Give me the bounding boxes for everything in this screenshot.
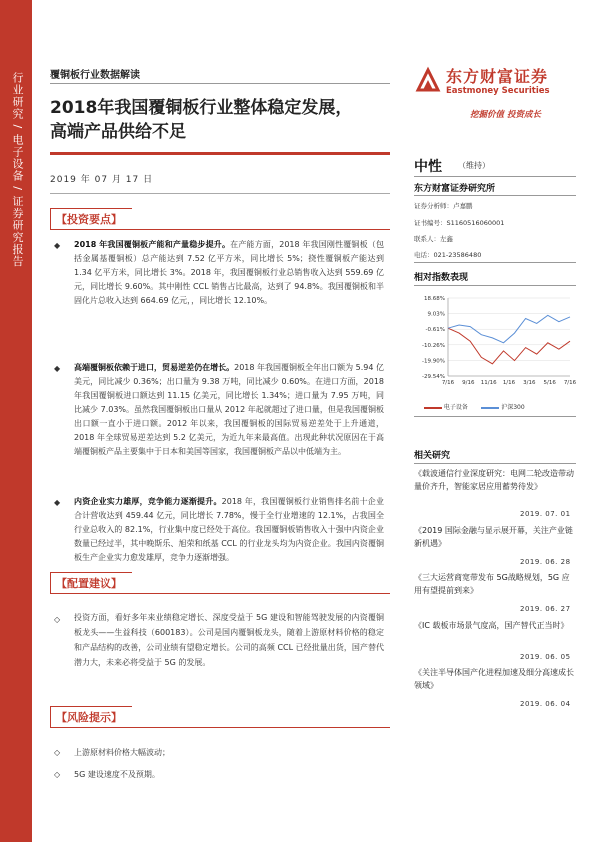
section-underline — [132, 229, 390, 230]
contact-person: 联系人：左鑫 — [414, 235, 453, 243]
point-capacity-lead: 2018 年我国覆铜板产能和产量稳步提升。 — [74, 240, 231, 249]
bullet-diamond-open-icon: ◇ — [54, 748, 61, 757]
point-capacity — [74, 238, 384, 308]
relative-performance-chart — [414, 292, 576, 396]
chart-legend — [424, 402, 525, 411]
related-research-item[interactable]: 《三大运营商宽带发布 5G战略规划，5G 应用有望提前到来》 — [414, 573, 570, 595]
section-underline — [132, 593, 390, 594]
risk-item: 上游原材料价格大幅波动； — [74, 748, 170, 757]
analyst-name: 证券分析师：卢嘉鹏 — [414, 202, 473, 210]
x-tick-label: 11/16 — [480, 380, 497, 386]
bullet-diamond-icon: ◆ — [54, 241, 61, 250]
logo-slogan: 挖掘价值 投资成长 — [470, 110, 541, 120]
divider — [50, 193, 390, 194]
title-underline — [50, 152, 390, 155]
divider — [414, 176, 576, 177]
point-domestic-lead: 内资企业实力雄厚，竞争能力逐渐提升。 — [74, 497, 222, 506]
y-tick-label: 9.03% — [427, 311, 445, 318]
highlights-heading: 【投资要点】 — [56, 213, 122, 226]
related-research-date: 2019. 06. 05 — [520, 653, 571, 661]
related-research-item[interactable]: 《关注半导体国产化进程加速及细分高速成长领域》 — [414, 668, 574, 690]
title-line-1: 2018年我国覆铜板行业整体稳定发展， — [50, 98, 353, 118]
rating-sub: （维持） — [458, 161, 490, 170]
legend-swatch-hs300 — [481, 407, 499, 409]
divider — [414, 463, 576, 464]
related-research-date: 2019. 06. 04 — [520, 700, 571, 708]
risk-item: 5G 建设速度不及预期。 — [74, 770, 160, 779]
y-tick-label: -10.26% — [422, 342, 445, 349]
related-research-date: 2019. 06. 28 — [520, 558, 571, 566]
point-import — [74, 361, 384, 459]
y-tick-label: -29.54% — [422, 374, 445, 380]
institute-name: 东方财富证券研究所 — [414, 184, 496, 194]
related-research-item[interactable]: 《载波通信行业深度研究：电网二轮改造带动量价齐升，智能家居应用蓄势待发》 — [414, 469, 574, 491]
bullet-diamond-icon: ◆ — [54, 498, 61, 507]
x-tick-label: 5/16 — [543, 380, 556, 386]
point-domestic-body: 2018 年，我国覆铜板行业销售排名前十企业合计营收达到 459.44 亿元，同比增长 7.78%，慢于全行业增速的 12.1%，占我国全行业总收入的 82.1%，行业集中度已经处于高位。我国覆铜板销售收入十强中内资企业数量已经过半，其中晚斯乐、旭荣和纸基 CCL 的行业龙头均为内资企业。我国内资覆铜板生产企业实力愈发雄厚，竞争力逐渐增强。 — [74, 497, 385, 562]
y-tick-label: -19.90% — [422, 358, 445, 365]
legend-swatch-electronics — [424, 407, 442, 409]
eastmoney-logo-icon — [414, 66, 442, 94]
risk-section-header — [50, 706, 390, 728]
section-underline — [132, 727, 390, 728]
license-number: 证书编号：S1160516060001 — [414, 219, 505, 227]
performance-title: 相对指数表现 — [414, 273, 469, 283]
divider — [414, 416, 576, 417]
related-research-date: 2019. 07. 01 — [520, 510, 571, 518]
logo-name-cn: 东方财富证券 — [446, 67, 549, 86]
related-research-item[interactable]: 《IC 载板市场景气度高，国产替代正当时》 — [414, 621, 569, 630]
x-tick-label: 1/16 — [502, 380, 516, 386]
rating-label: 中性 — [414, 159, 442, 175]
legend-electronics: 电子设备 — [443, 404, 468, 411]
x-tick-label: 7/16 — [563, 380, 576, 386]
divider — [414, 262, 576, 263]
risk-heading: 【风险提示】 — [56, 711, 122, 724]
bullet-diamond-open-icon: ◇ — [54, 770, 61, 779]
related-research-date: 2019. 06. 27 — [520, 605, 571, 613]
point-import-body: 2018 年我国覆铜板全年出口额为 5.94 亿美元，同比减少 0.36%；出口量为 9.38 万吨，同比减少 0.60%。在进口方面，2018 年我国覆铜板进口额达到 11.15 亿美元，同比增长 1.34%；进口量为 7.95 万吨，同比减少 7.03%。虽然我国覆铜板出口量从 2012 年起就超过了进口量，但是我国覆铜板出口额一直小于进口额。2012 年以来，我国覆铜板的国际贸易逆差处于上升通道，2018 年全球贸易逆差达到 5.2 亿美元，为近九年来最高值。出现此种状况原因在于高端覆铜板产品主要集中于日本和美国等国家，我国覆铜板产品以中低端为主。 — [74, 363, 384, 456]
page-title — [50, 96, 390, 144]
bullet-diamond-open-icon: ◇ — [54, 615, 61, 624]
divider — [50, 83, 390, 84]
related-research-item[interactable]: 《2019 国际金融与显示展开幕，关注产业链新机遇》 — [414, 526, 573, 548]
y-tick-label: 18.68% — [424, 296, 445, 302]
series-line-electronics — [448, 328, 570, 364]
report-date: 2019 年 07 月 17 日 — [50, 175, 154, 185]
related-research-title: 相关研究 — [414, 451, 451, 461]
advice-heading: 【配置建议】 — [56, 577, 122, 590]
phone-number: 电话：021-23586480 — [414, 251, 482, 259]
advice-section-header — [50, 572, 390, 594]
side-category-label: 行业研究 / 电子设备 / 证券研究报告 — [11, 72, 24, 268]
x-tick-label: 7/16 — [441, 380, 455, 386]
bullet-diamond-icon: ◆ — [54, 364, 61, 373]
highlights-section-header — [50, 208, 390, 230]
logo-name-en: Eastmoney Securities — [446, 86, 550, 96]
title-line-2: 高端产品供给不足 — [50, 122, 186, 142]
y-tick-label: -0.61% — [425, 327, 445, 334]
point-import-lead: 高端覆铜板依赖于进口，贸易逆差仍在增长。 — [74, 363, 235, 372]
point-domestic — [74, 495, 384, 565]
x-tick-label: 9/16 — [462, 380, 475, 386]
divider — [414, 285, 576, 286]
x-tick-label: 3/16 — [523, 380, 536, 386]
legend-hs300: 沪深300 — [501, 404, 525, 411]
advice-text: 投资方面，看好多年来业绩稳定增长、深度受益于 5G 建设和智能驾驶发展的内资覆铜板龙头——生益科技（600183）。公司是国内覆铜板龙头，随着上游原材料价格的稳定和产品结构的改善，公司业绩有望稳定增长。公司的高频 CCL 已经批量出货，国产替代潜力大，未来必将受益于 5G 的发展。 — [74, 613, 384, 667]
point-capacity-body: 在产能方面，2018 年我国刚性覆铜板（包括金属基覆铜板）总产能达到 7.52 亿平方米，同比增长 5%；挠性覆铜板产能达到 1.34 亿平方米，同比增长 3%。2018 年，我国覆铜板行业总销售收入达到 559.69 亿元，同比增长 9.60%。其中刚性 CCL 销售占比最高，达到了 94.8%。我国覆铜板和半固化片总收入达到 664.69 亿元，，同比增长 12.10%。 — [74, 240, 384, 305]
divider — [414, 195, 576, 196]
report-category: 覆铜板行业数据解读 — [50, 70, 140, 81]
